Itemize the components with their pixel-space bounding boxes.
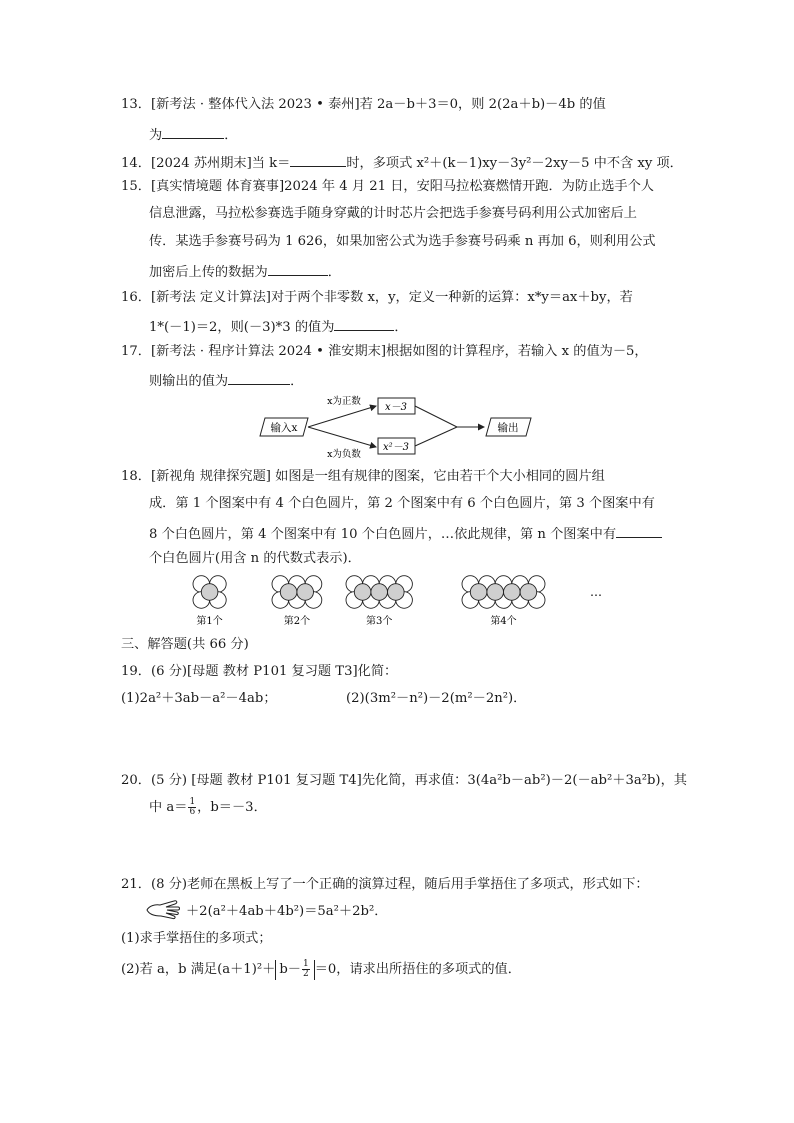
q18-answer-blank[interactable]: [616, 523, 662, 538]
q17-line1: 17．[新考法 · 程序计算法 2024 • 淮安期末]根据如图的计算程序，若输入 x 的值为－5，: [121, 344, 648, 359]
q13-answer-blank[interactable]: [162, 124, 224, 139]
gray-circle: [371, 584, 388, 601]
q14-number: 14．: [121, 156, 151, 171]
gray-circle: [520, 584, 537, 601]
q15-answer-blank[interactable]: [268, 261, 328, 276]
gray-circle: [280, 584, 297, 601]
q21-part2: (2)若 a，b 满足(a＋1)²＋ b－ $\frac{1}{2}$ ＝0，请求出所捂住的多项式的值．: [121, 958, 521, 979]
palm-hand-icon: [145, 898, 181, 920]
q20-number: 20．: [121, 773, 151, 788]
q21-absolute-value: b－ $\frac{1}{2}$: [275, 960, 314, 980]
q18-caption-1: 第1个: [196, 616, 223, 627]
q14-answer-blank[interactable]: [290, 152, 346, 167]
q18-caption-2: 第2个: [283, 616, 311, 627]
q16-line2: 1*(－1)＝2，则(－3)*3 的值为 ．: [149, 316, 408, 337]
flow-cond-neg: x为负数: [327, 449, 361, 460]
flow-arrow-neg: [308, 427, 376, 447]
section3-title: 三、解答题(共 66 分): [121, 637, 249, 652]
q18-number: 18．: [121, 469, 151, 484]
q19-part1: (1)2a²＋3ab－a²－4ab；: [121, 691, 277, 706]
q15-line1: 15．[真实情境题 体育赛事]2024 年 4 月 21 日，安阳马拉松赛燃情开跑．为防止选手个人: [121, 179, 654, 194]
q20-fraction: $\frac{1}{6}$: [189, 797, 196, 817]
q16-number: 16．: [121, 290, 151, 305]
q13-text: [新考法 · 整体代入法 2023 • 泰州]若 2a－b＋3＝0，则 2(2a＋b)－4b 的值: [150, 97, 606, 112]
gray-circle: [354, 584, 371, 601]
gray-circle: [470, 584, 487, 601]
q18-figure-2: [272, 576, 322, 627]
q14-line: 14．[2024 苏州期末]当 k＝ 时，多项式 x²＋(k－1)xy－3y²－2xy－5 中不含 xy 项．: [121, 152, 683, 173]
q19-stem: 19．(6 分)[母题 教材 P101 复习题 T3]化简：: [121, 664, 398, 679]
q13-line1: [121, 96, 606, 114]
flow-op-neg: x²－3: [382, 442, 410, 453]
gray-circle: [297, 584, 314, 601]
q18-line4: 个白色圆片(用含 n 的代数式表示)．: [149, 551, 361, 566]
gray-circle: [504, 584, 521, 601]
q21-part1: (1)求手掌捂住的多项式；: [121, 931, 272, 946]
q18-circle-pattern: [188, 574, 608, 630]
q16-line1: 16．[新考法 定义计算法]对于两个非零数 x，y，定义一种新的运算：x*y＝ax＋by，若: [121, 290, 633, 305]
q18-caption-4: 第4个: [490, 616, 517, 627]
q15-line2: 信息泄露，马拉松参赛选手随身穿戴的计时芯片会把选手参赛号码利用公式加密后上: [149, 206, 637, 221]
flow-op-pos: x－3: [384, 402, 408, 413]
q18-figure-1: [193, 576, 226, 627]
q15-line3: 传．某选手参赛号码为 1 626，如果加密公式为选手参赛号码乘 n 再加 6，则利用公式: [149, 234, 656, 249]
q13-line2: 为 ．: [149, 124, 237, 145]
q18-line2: 成．第 1 个图案中有 4 个白色圆片，第 2 个图案中有 6 个白色圆片，第 3 个图案中有: [149, 496, 655, 511]
flow-output-label: 输出: [497, 422, 519, 434]
q19-number: 19．: [121, 664, 151, 679]
flow-cond-pos: x为正数: [327, 396, 361, 407]
flow-merge-top: [415, 406, 457, 427]
q20-line2: 中 a＝ $\frac{1}{6}$ ，b＝－3．: [149, 797, 267, 817]
q19-part2: (2)(3m²－n²)－2(m²－2n²)．: [346, 691, 527, 706]
q18-line1: 18．[新视角 规律探究题] 如图是一组有规律的图案，它由若干个大小相同的圆片组: [121, 469, 605, 484]
q16-answer-blank[interactable]: [334, 316, 394, 331]
q17-answer-blank[interactable]: [228, 370, 290, 385]
q18-figure-3: [346, 576, 412, 627]
q15-number: 15．: [121, 179, 151, 194]
q17-line2: 则输出的值为 ．: [149, 370, 303, 391]
gray-circle: [487, 584, 504, 601]
gray-circle: [388, 584, 405, 601]
q18-caption-3: 第3个: [366, 616, 393, 627]
flow-arrow-pos: [308, 406, 376, 427]
q18-figure-4: [462, 576, 545, 627]
q20-line1: 20．(5 分) [母题 教材 P101 复习题 T4]先化简，再求值：3(4a²b－ab²)－2(－ab²＋3a²b)，其: [121, 773, 687, 788]
q21-number: 21．: [121, 877, 151, 892]
q15-line4: 加密后上传的数据为 ．: [149, 261, 341, 282]
q21-equation: ＋2(a²＋4ab＋4b²)＝5a²＋2b²．: [186, 904, 388, 919]
gray-circle: [201, 584, 218, 601]
q18-ellipsis: …: [590, 585, 602, 599]
flow-input-label: 输入x: [270, 422, 298, 434]
q18-line3: 8 个白色圆片，第 4 个图案中有 10 个白色圆片，…依此规律，第 n 个图案中有: [149, 523, 662, 544]
q17-number: 17．: [121, 344, 151, 359]
q21-line1: 21．(8 分)老师在黑板上写了一个正确的演算过程，随后用手掌捂住了多项式，形式如下：: [121, 877, 649, 892]
flow-merge-bottom: [415, 427, 457, 446]
q17-flowchart: [258, 392, 534, 462]
q13-number: 13．: [121, 97, 151, 112]
